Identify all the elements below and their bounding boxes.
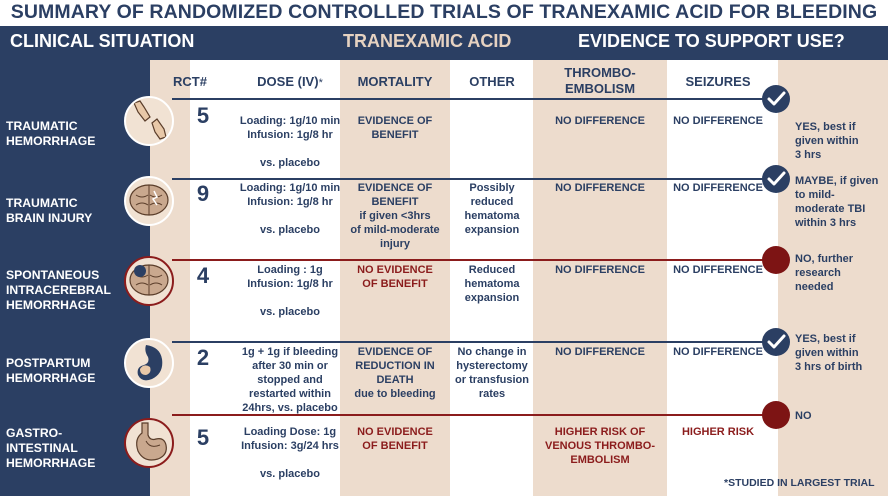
text-line: NO DIFFERENCE [673, 182, 763, 194]
text-line: Infusion: 3g/24 hrs [241, 440, 339, 452]
text-line: to mild- [795, 189, 835, 201]
mortality-cell [342, 181, 448, 251]
evidence-text [795, 120, 887, 162]
text-line: hematoma [464, 210, 520, 222]
seizures-cell [668, 114, 768, 128]
column-header-rct: RCT# [173, 74, 207, 89]
text-line: HEMORRHAGE [6, 371, 96, 385]
header-evidence: EVIDENCE TO SUPPORT USE? [578, 31, 845, 51]
text-line: NO DIFFERENCE [673, 346, 763, 358]
text-line: MAYBE, if given [795, 175, 879, 187]
text-line: due to bleeding [354, 388, 436, 400]
check-icon [762, 165, 790, 193]
dose-cell [228, 345, 352, 415]
uterus-icon [124, 338, 174, 388]
column-header-thrombo-2: EMBOLISM [564, 81, 636, 96]
row-label [6, 356, 95, 386]
text-line: NO EVIDENCE [357, 264, 433, 276]
text-line: moderate TBI [795, 203, 866, 215]
rct-count: 9 [196, 181, 210, 206]
seizures-cell [668, 425, 768, 439]
text-line: given within [795, 135, 859, 147]
evidence-text [795, 174, 887, 230]
text-line: vs. placebo [260, 157, 320, 169]
seizures-cell [668, 263, 768, 277]
text-line: EVIDENCE OF [357, 115, 433, 127]
text-line: BENEFIT [371, 196, 419, 208]
page-title: SUMMARY OF RANDOMIZED CONTROLLED TRIALS OF TRANEXAMIC ACID FOR BLEEDING [10, 1, 878, 23]
text-line: 3 hrs of birth [795, 361, 863, 373]
dose-cell [228, 114, 352, 170]
text-line: reduced [470, 196, 514, 208]
dose-label: DOSE (IV) [257, 74, 319, 89]
text-line: NO DIFFERENCE [673, 264, 763, 276]
evidence-text [795, 332, 887, 374]
text-line: Loading : 1g [257, 264, 323, 276]
text-line: VENOUS THROMBO- [545, 440, 655, 452]
text-line: vs. placebo [260, 224, 320, 236]
text-line: injury [380, 238, 410, 250]
text-line: hysterectomy [456, 360, 528, 372]
dose-star: * [318, 77, 323, 89]
text-line: needed [795, 281, 834, 293]
footnote: *STUDIED IN LARGEST TRIAL [724, 477, 875, 489]
text-line: REDUCTION IN [355, 360, 435, 372]
text-line: NO DIFFERENCE [555, 264, 645, 276]
other-cell [450, 263, 534, 305]
header-tranexamic-acid: TRANEXAMIC ACID [343, 31, 512, 51]
row-label [6, 196, 92, 226]
dose-cell [228, 181, 352, 237]
check-icon [762, 85, 790, 113]
text-line: of mild-moderate [350, 224, 440, 236]
text-line: rates [478, 388, 506, 400]
rct-count: 2 [196, 345, 210, 370]
text-line [228, 291, 352, 305]
text-line: restarted within [249, 388, 331, 400]
text-line: HIGHER RISK [681, 426, 755, 438]
rct-count: 5 [196, 103, 210, 128]
text-line: POSTPARTUM [6, 356, 91, 370]
text-line: or transfusion [455, 374, 529, 386]
row-connector-line [172, 341, 780, 343]
text-line: Possibly [469, 182, 515, 194]
text-line: research [795, 267, 841, 279]
text-line: HEMORRHAGE [6, 456, 96, 470]
text-line: NO EVIDENCE [357, 426, 433, 438]
text-line: DEATH [376, 374, 414, 386]
text-line: hematoma [464, 278, 520, 290]
text-line [228, 142, 352, 156]
text-line: TRAUMATIC [6, 119, 78, 133]
thromboembolism-cell [536, 114, 664, 128]
text-line: HEMORRHAGE [6, 298, 96, 312]
thromboembolism-cell [536, 425, 664, 467]
dose-cell [228, 425, 352, 481]
text-line: NO DIFFERENCE [555, 115, 645, 127]
text-line: BRAIN INJURY [6, 211, 93, 225]
text-line: HEMORRHAGE [6, 134, 96, 148]
mortality-cell [342, 425, 448, 453]
text-line: INTESTINAL [6, 441, 78, 455]
brain-bleed-icon [124, 256, 174, 306]
column-header-mortality: MORTALITY [357, 74, 433, 89]
text-line: if given <3hrs [359, 210, 431, 222]
text-line: stopped and [257, 374, 323, 386]
seizures-cell [668, 345, 768, 359]
text-line: EMBOLISM [570, 454, 630, 466]
text-line: Loading: 1g/10 min [239, 115, 341, 127]
text-line: NO, further [795, 253, 854, 265]
no-verdict-icon [762, 401, 790, 429]
bone-fracture-icon [124, 96, 174, 146]
text-line: HIGHER RISK OF [554, 426, 646, 438]
column-header-other: OTHER [469, 74, 515, 89]
text-line: vs. placebo [260, 468, 320, 480]
other-cell [450, 345, 534, 401]
thromboembolism-cell [536, 263, 664, 277]
stomach-icon [124, 418, 174, 468]
text-line: No change in [457, 346, 527, 358]
dose-cell [228, 263, 352, 319]
text-line: 24hrs, vs. placebo [242, 402, 338, 414]
text-line: NO DIFFERENCE [673, 115, 763, 127]
text-line: 1g + 1g if bleeding [241, 346, 339, 358]
mortality-cell [342, 263, 448, 291]
check-icon [762, 328, 790, 356]
text-line [228, 453, 352, 467]
text-line: after 30 min or [252, 360, 328, 372]
text-line: YES, best if [795, 121, 856, 133]
seizures-cell [668, 181, 768, 195]
text-line: NO DIFFERENCE [555, 182, 645, 194]
text-line: Loading Dose: 1g [243, 426, 337, 438]
text-line: Infusion: 1g/8 hr [247, 196, 333, 208]
text-line: SPONTANEOUS [6, 268, 100, 282]
row-connector-line [172, 98, 780, 100]
header-clinical-situation: CLINICAL SITUATION [10, 31, 195, 51]
text-line: Infusion: 1g/8 hr [247, 278, 333, 290]
thromboembolism-cell [536, 181, 664, 195]
row-label [6, 426, 95, 471]
row-connector-line [172, 259, 780, 261]
other-cell [450, 181, 534, 237]
text-line: EVIDENCE OF [357, 182, 433, 194]
text-line: INTRACEREBRAL [6, 283, 111, 297]
text-line: YES, best if [795, 333, 856, 345]
text-line [228, 209, 352, 223]
text-line: NO DIFFERENCE [555, 346, 645, 358]
text-line: OF BENEFIT [362, 278, 428, 290]
rct-count: 4 [196, 263, 210, 288]
text-line: within 3 hrs [795, 217, 857, 229]
text-line: expansion [464, 292, 520, 304]
text-line: OF BENEFIT [362, 440, 428, 452]
evidence-text [795, 409, 887, 423]
text-line: Infusion: 1g/8 hr [247, 129, 333, 141]
text-line: Reduced [468, 264, 516, 276]
mortality-cell [342, 114, 448, 142]
text-line: 3 hrs [795, 149, 822, 161]
brain-injury-icon [124, 176, 174, 226]
text-line: TRAUMATIC [6, 196, 78, 210]
row-label [6, 268, 111, 313]
text-line: vs. placebo [260, 306, 320, 318]
row-connector-line [172, 178, 780, 180]
text-line: Loading: 1g/10 min [239, 182, 341, 194]
text-line: given within [795, 347, 859, 359]
column-header-seizures: SEIZURES [685, 74, 751, 89]
column-header-dose [240, 74, 340, 91]
thromboembolism-cell [536, 345, 664, 359]
evidence-text [795, 252, 887, 294]
text-line: EVIDENCE OF [357, 346, 433, 358]
no-verdict-icon [762, 246, 790, 274]
text-line: NO [795, 410, 812, 422]
rct-count: 5 [196, 425, 210, 450]
column-header-thrombo-1: THROMBO- [564, 65, 636, 80]
row-connector-line [172, 414, 780, 416]
text-line: expansion [464, 224, 520, 236]
text-line: GASTRO- [6, 426, 63, 440]
mortality-cell [342, 345, 448, 401]
row-label [6, 119, 95, 149]
text-line: BENEFIT [371, 129, 419, 141]
